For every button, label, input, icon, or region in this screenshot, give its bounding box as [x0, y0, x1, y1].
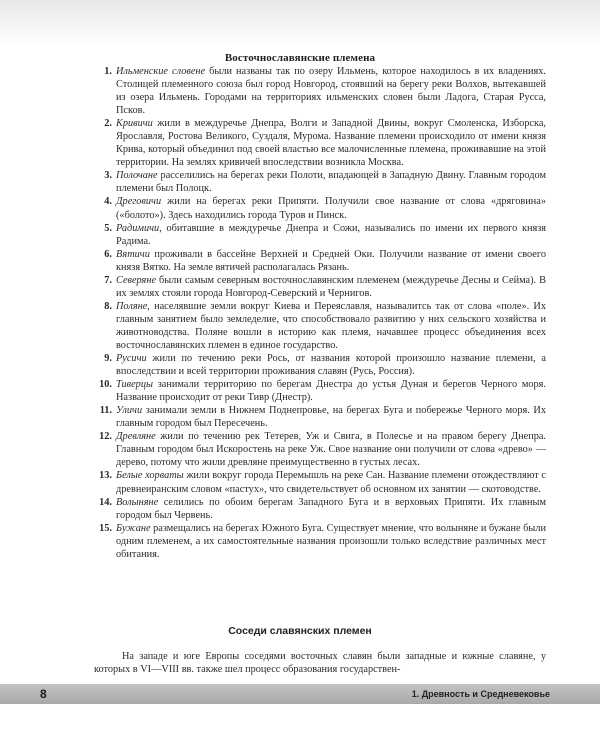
page-heading: Восточнославянские племена [224, 52, 376, 64]
tribe-list-item [94, 404, 546, 430]
tribe-list-item [94, 117, 546, 169]
tribe-description: были названы так по озеру Ильмень, которое находилось в их владениях. Столицей племенного союза был город Новгород, стоявший на берегу реки Волхов, вытекавшей из озера Ильмень. Городами на территориях ильменских словен были Ладога, Старая Русса, Псков. [116, 66, 546, 117]
item-number: 15. [99, 522, 112, 534]
page-number: 8 [40, 687, 47, 701]
tribe-list-item [94, 352, 546, 378]
tribe-list-item [94, 248, 546, 274]
tribe-list-item [94, 222, 546, 248]
item-number: 7. [104, 274, 112, 286]
tribe-list-item [94, 430, 546, 469]
tribe-list [94, 65, 546, 561]
tribe-name: Северяне [116, 274, 157, 286]
tribe-name: Вятичи [116, 248, 150, 260]
tribe-description: были самым северным восточнославянским племенем (междуречье Десны и Сейма). В их землях стояли города Новгород-Северский и Чернигов. [116, 274, 546, 299]
tribe-list-item [94, 65, 546, 117]
tribe-name: Дреговичи [116, 196, 162, 208]
tribe-name: Кривичи [116, 118, 153, 130]
tribe-name: Ильменские словене [116, 66, 206, 77]
item-number: 3. [104, 170, 112, 182]
tribe-name: Тиверцы [116, 379, 153, 391]
item-number: 14. [99, 496, 112, 508]
tribe-name: Русичи [116, 353, 147, 365]
tribe-description: жили на берегах реки Припяти. Получили свое название от слова «дряговина» («болото»). Здесь находились города Туров и Пинск. [116, 196, 546, 221]
tribe-description: расселились на берегах реки Полоти, впадающей в Западную Двину. Главным городом племени был Полоцк. [116, 170, 546, 195]
item-number: 8. [104, 300, 112, 312]
tribe-name: Белые хорваты [116, 470, 184, 482]
tribe-description: жили по течению реки Рось, от названия которой произошло название племени, а впоследствии и всей территории проживания славян (Русь, Россия). [116, 353, 546, 378]
tribe-list-item [94, 522, 546, 561]
tribe-list-item [94, 274, 546, 300]
tribe-description: жили по течению рек Тетерев, Уж и Свига, в Полесье и на правом берегу Днепра. Главным городом был Искоростень на реке Уж. Свое название они получили от слова «древо» — дерево, потому что жили древляне преимущественно в густых лесах. [116, 431, 546, 469]
chapter-title: 1. Древность и Средневековье [411, 689, 550, 699]
page-top-shadow [0, 0, 600, 48]
tribe-list-item [94, 169, 546, 195]
tribe-description: размещались на берегах Южного Буга. Существует мнение, что волыняне и бужане были одним племенем, а их самостоятельные названия произошли только вследствие различных мест обитания. [116, 522, 546, 560]
item-number: 6. [104, 248, 112, 260]
tribe-name: Волыняне [116, 496, 159, 508]
tribe-description: занимали земли в Нижнем Поднепровье, на берегах Буга и побережье Черного моря. Их главным городом был Пересечень. [116, 405, 546, 430]
item-number: 10. [99, 379, 112, 391]
tribe-description: проживали в бассейне Верхней и Средней Оки. Получили название от имени своего князя Вятко. На земле вятичей располагалась Рязань. [116, 248, 546, 273]
tribe-description: занимали территорию по берегам Днестра до устья Дуная и берегов Черного моря. Название происходит от реки Тивр (Днестр). [116, 379, 546, 404]
tribe-description: жили вокруг города Перемышль на реке Сан. Название племени отождествляют с древнеиранским словом «пастух», что свидетельствует об основном их занятии — скотоводстве. [116, 470, 546, 495]
tribe-list-item [94, 378, 546, 404]
item-number: 9. [104, 353, 112, 365]
item-number: 2. [104, 118, 112, 130]
tribe-list-item [94, 496, 546, 522]
item-number: 12. [99, 431, 112, 443]
tribe-name: Древляне [116, 431, 156, 443]
tribe-list-item [94, 300, 546, 352]
tribe-description: селились по обоим берегам Западного Буга и в верховьях Припяти. Их главным городом был Червень. [116, 496, 546, 521]
tribe-name: Полочане [116, 170, 158, 182]
item-number: 5. [104, 222, 112, 234]
item-number: 1. [104, 66, 112, 77]
section-paragraph: На западе и юге Европы соседями восточных славян были западные и южные славяне, у которых в VI—VIII вв. также шел процесс образования государствен- [94, 651, 546, 676]
tribe-list-item [94, 195, 546, 221]
tribe-name: Поляне [116, 300, 148, 312]
tribe-description: , обитавшие в междуречье Днепра и Сожи, назывались по имени их первого князя Радима. [116, 222, 546, 247]
item-number: 13. [99, 470, 112, 482]
tribe-list-item [94, 469, 546, 495]
tribe-name: Бужане [116, 522, 151, 534]
item-number: 11. [99, 405, 112, 417]
tribe-name: Радимичи [116, 222, 160, 234]
tribe-description: жили в междуречье Днепра, Волги и Западной Двины, вокруг Смоленска, Изборска, Ярославля, Ростова Великого, Суздаля, Мурома. Название племени происходило от имени князя Крива, который объединил под своей властью все малочисленные племена, проживавшие на этой территории. На землях кривичей впоследствии возникла Москва. [116, 118, 546, 169]
tribe-description: , населявшие земли вокруг Киева и Переяславля, называлитсь так от слова «поле». Их главным занятием было земледелие, что способствовало развитию у них сельского хозяйства и животноводства. Поляне вошли в историю как племя, начавшее процесс объединения всех восточнославянских племен в единое государство. [116, 300, 546, 351]
section-title: Соседи славянских племен [228, 625, 372, 637]
item-number: 4. [104, 196, 112, 208]
tribe-name: Уличи [116, 405, 143, 417]
